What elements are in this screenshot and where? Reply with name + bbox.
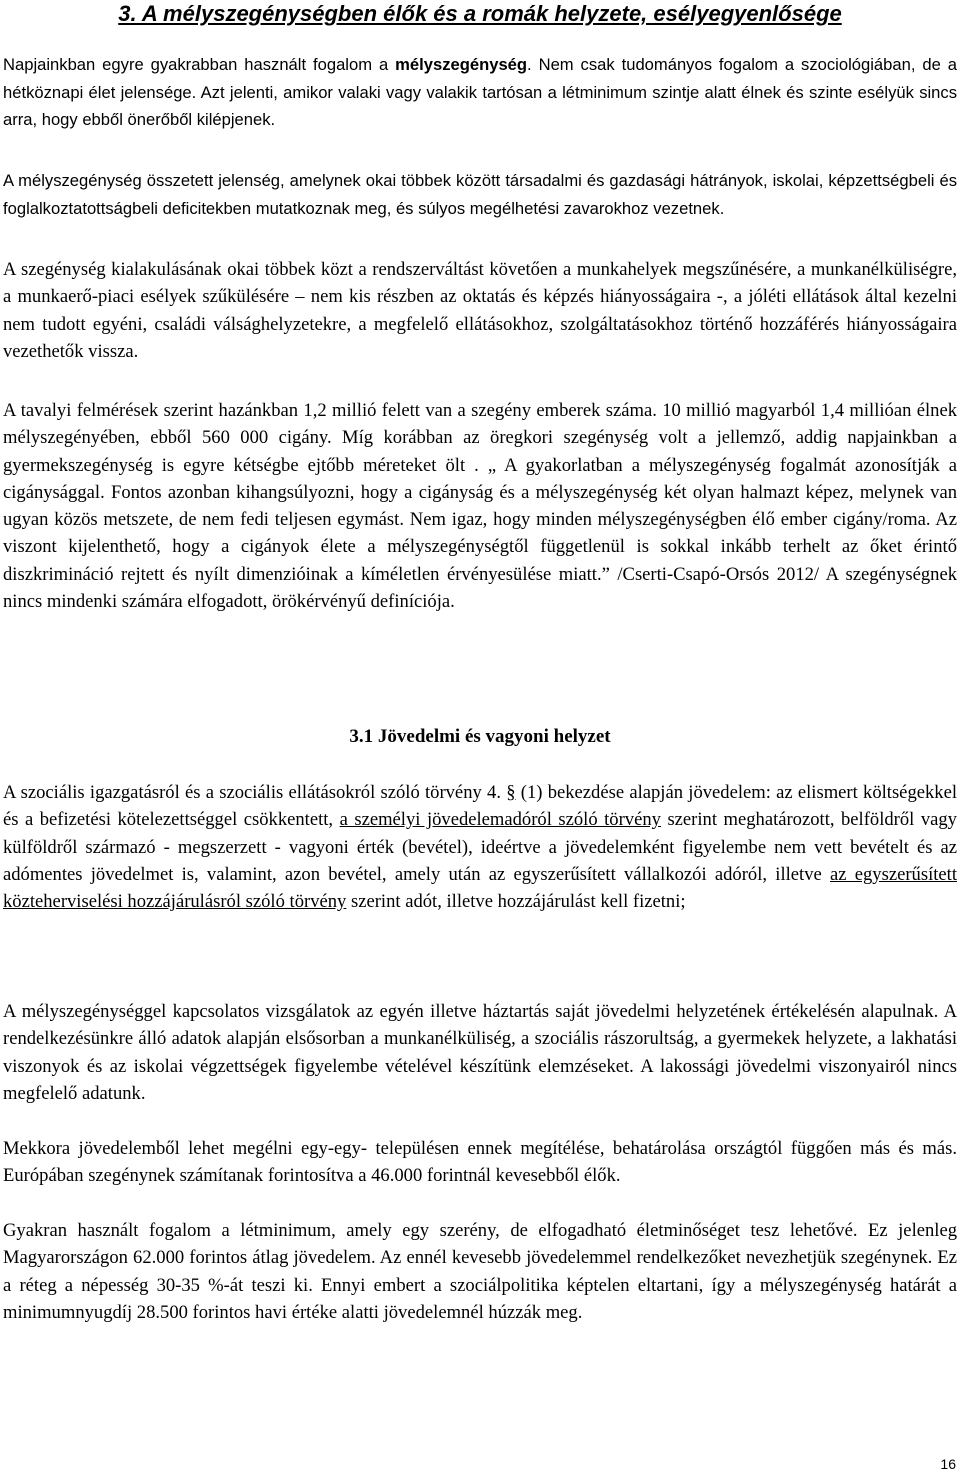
bold-term: mélyszegénység: [395, 55, 528, 74]
paragraph-income: Mekkora jövedelemből lehet megélni egy-egy- településen ennek megítélése, behatárolása országtól függően más és más. Európában szegénynek számítanak forintosítva a 46.000 forintnál kevesebből élők.: [3, 1138, 957, 1187]
text-span: szerint meghatározott, belföldről vagy külföldről származó - megszerzett - vagyoni érték (bevétel), ideértve a jövedelemként figyelembe nem vett bevételt és az adómentes jövedelmet is, valamint, azon bevétel, amely után az egyszerűsített vállalkozói adóról, illetve: [3, 809, 957, 885]
subsection-heading: 3.1 Jövedelmi és vagyoni helyzet: [349, 726, 611, 747]
paragraph-statistics: A tavalyi felmérések szerint hazánkban 1,2 millió felett van a szegény emberek száma. 10 millió magyarból 1,4 millióan élnek mélyszegényében, ebből 560 000 cigány. Míg korábban az öregkori szegénység volt a jellemző, addig napjainkban a gyermekszegénység is egyre kétségbe ejtőbb méreteket ölt . „ A gyakorlatban a mélyszegénység fogalmát azonosítják a cigánysággal. Fontos azonban kihangsúlyozni, hogy a cigányság és a mélyszegénység két olyan halmazt képez, melynek van ugyan közös metszete, de nem fedi teljesen egymást. Nem igaz, hogy minden mélyszegénységben élő ember cigány/roma. Az viszont kijelenthető, hogy a cigányok élete a mélyszegénységtől függetlenül is sokkal inkább terhelt az őket érintő diszkrimináció rejtett és nyílt dimenzióinak a kíméletlen érvényesülése miatt.” /Cserti-Csapó-Orsós 2012/ A szegénységnek nincs mindenki számára elfogadott, örökérvényű definíciója.: [3, 400, 957, 613]
law-link-contribution[interactable]: az egyszerűsített közteherviselési hozzájárulásról szóló törvény: [3, 863, 957, 913]
law-link-income-tax[interactable]: a személyi jövedelemadóról szóló törvény: [339, 809, 661, 831]
text-span: A szociális igazgatásról és a szociális ellátásokról szóló törvény 4.: [3, 782, 507, 803]
paragraph-intro: [3, 51, 957, 134]
text-span: szerint adót, illetve hozzájárulást kell fizetni;: [346, 891, 686, 913]
paragraph-legal: [3, 779, 957, 915]
paragraph-minimum: Gyakran használt fogalom a létminimum, amely egy szerény, de elfogadható életminőséget tesz lehetővé. Ez jelenleg Magyarországon 62.000 forintos átlag jövedelem. Az ennél kevesebb jövedelemmel rendelkezőket nevezhetjük szegénynek. Ez a réteg a népesség 30-35 %-át teszi ki. Ennyi embert a szociálpolitika képtelen eltartani, így a mélyszegénység határát a minimumnyugdíj 28.500 forintos havi értéke alatti jövedelemnél húzzák meg.: [3, 1220, 957, 1323]
page-number: 16: [940, 1456, 956, 1472]
text-span: . Nem csak tudományos fogalom a szociológiában, de a hétköznapi élet jelensége. Azt jelenti, amikor valaki vagy valakik tartósan a létminimum szintje alatt élnek és szinte esélyük sincs arra, hogy ebből önerőből kilépjenek.: [3, 55, 957, 129]
text-span: Napjainkban egyre gyakrabban használt fogalom a: [3, 55, 396, 74]
text-span: (1) bekezdése alapján jövedelem: az elismert költségekkel és a befizetési kötelezettséggel csökkentett,: [3, 782, 957, 831]
paragraph-causes: A szegénység kialakulásának okai többek közt a rendszerváltást követően a munkahelyek megszűnésére, a munkanélküliségre, a munkaerő-piaci esélyek szűkülésére – nem kis részben az oktatás és képzés hiányosságaira -, a jóléti ellátások által kezelni nem tudott egyéni, családi válsághelyzetekre, a megfelelő ellátásokhoz, szolgáltatásokhoz történő hozzáférés hiányosságaira vezethetők vissza.: [3, 259, 957, 362]
paragraph-definition: A mélyszegénység összetett jelenség, amelynek okai többek között társadalmi és gazdasági hátrányok, iskolai, képzettségbeli és foglalkoztatottságbeli deficitekben mutatkoznak meg, és súlyos megélhetési zavarokhoz vezetnek.: [3, 171, 957, 218]
section-sign: §: [506, 782, 516, 803]
section-title: 3. A mélyszegénységben élők és a romák helyzete, esélyegyenlősége: [118, 1, 842, 26]
paragraph-analysis: A mélyszegénységgel kapcsolatos vizsgálatok az egyén illetve háztartás saját jövedelmi helyzetének értékelésén alapulnak. A rendelkezésünkre álló adatok alapján elsősorban a munkanélküliség, a szociális rászorultság, a gyermekek helyzete, a lakhatási viszonyok és az iskolai végzettségek figyelembe vételével készítünk elemzéseket. A lakossági jövedelmi viszonyairól nincs megfelelő adatunk.: [3, 1001, 957, 1104]
